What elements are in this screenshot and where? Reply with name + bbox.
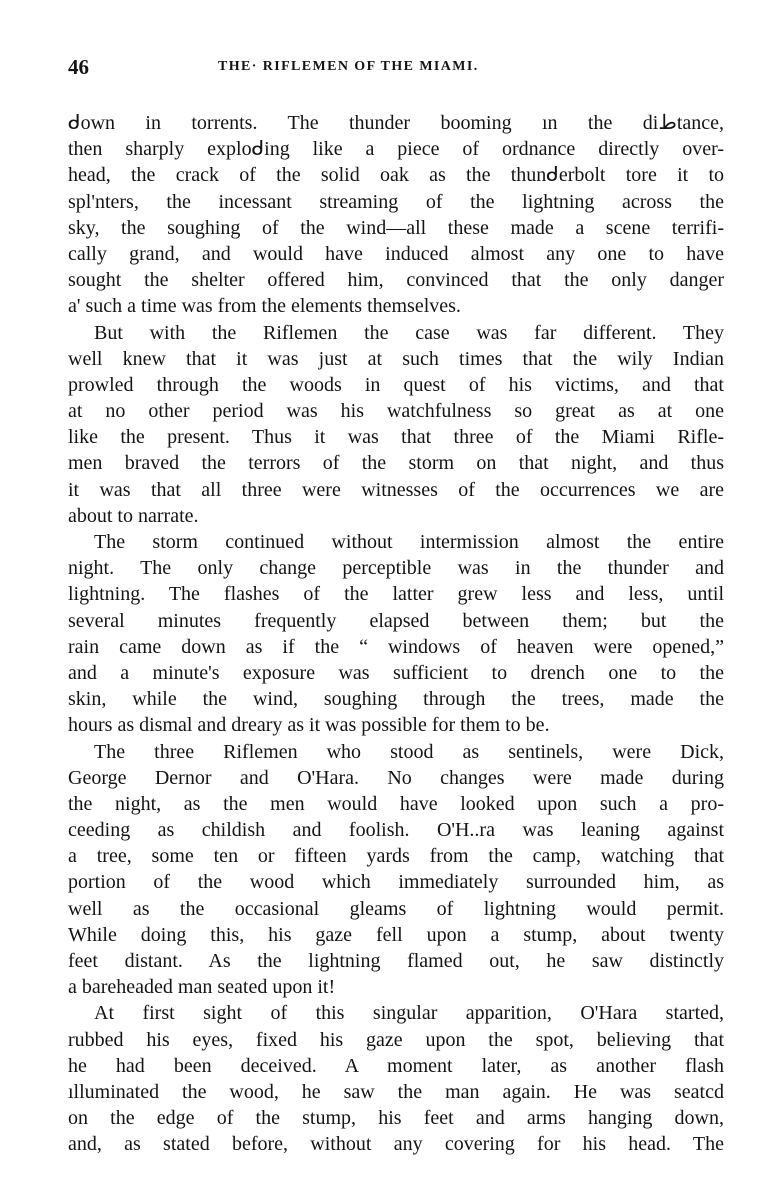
text-line: ılluminated the wood, he saw the man again. He was seatcd <box>68 1080 724 1103</box>
text-line: At first sight of this singular apparition, O'Hara started, <box>94 1002 724 1025</box>
text-line: cally grand, and would have induced almost any one to have <box>68 242 724 265</box>
text-line: and a minute's exposure was sufficient to drench one to the <box>68 661 724 684</box>
text-line: a' such a time was from the elements themselves. <box>68 295 461 318</box>
text-line: The storm continued without intermission almost the entire <box>94 531 724 553</box>
running-head: THE· RIFLEMEN OF THE MIAMI. <box>218 59 479 74</box>
text-line: it was that all three were witnesses of the occurrences we are <box>68 478 724 501</box>
text-line: then sharply exploᑯing like a piece of ordnance directly over- <box>68 138 724 161</box>
text-line: a tree, some ten or fifteen yards from the camp, watching that <box>68 845 724 868</box>
text-line: lightning. The flashes of the latter grew less and less, until <box>68 583 724 606</box>
text-line: sought the shelter offered him, convinced that the only danger <box>68 269 724 292</box>
page-number: 46 <box>68 55 89 79</box>
text-line: the night, as the men would have looked upon such a pro- <box>68 792 724 815</box>
text-line: hours as dismal and dreary as it was possible for them to be. <box>68 714 550 737</box>
text-line: head, the crack of the solid oak as the thunᑯerbolt tore it to <box>68 164 724 187</box>
page-header <box>68 52 724 82</box>
text-line: several minutes frequently elapsed between them; but the <box>68 609 724 632</box>
text-line: But with the Riflemen the case was far different. They <box>94 321 724 344</box>
text-line: on the edge of the stump, his feet and arms hanging down, <box>68 1107 724 1130</box>
text-line: he had been deceived. A moment later, as another flash <box>68 1054 724 1077</box>
text-line: well knew that it was just at such times that the wily Indian <box>68 347 724 370</box>
paragraph <box>68 110 724 320</box>
text-line: rain came down as if the “ windows of heaven were opened,” <box>68 635 724 658</box>
paragraph <box>68 529 724 739</box>
text-line: prowled through the woods in quest of his victims, and that <box>68 373 724 396</box>
text-line: George Dernor and O'Hara. No changes were made during <box>68 766 724 789</box>
paragraph <box>68 1000 724 1157</box>
text-line: men braved the terrors of the storm on that night, and thus <box>68 452 724 475</box>
text-line: sky, the soughing of the wind—all these made a scene terrifi- <box>68 216 724 239</box>
paragraph <box>68 320 724 530</box>
text-line: like the present. Thus it was that three of the Miami Rifle- <box>68 426 724 449</box>
text-line: at no other period was his watchfulness so great as at one <box>68 400 724 423</box>
text-line: about to narrate. <box>68 504 199 527</box>
text-line: skin, while the wind, soughing through the trees, made the <box>68 688 724 711</box>
text-line: night. The only change perceptible was in the thunder and <box>68 557 724 580</box>
text-line: a bareheaded man seated upon it! <box>68 976 336 999</box>
text-line: portion of the wood which immediately surrounded him, as <box>68 871 724 894</box>
text-line: and, as stated before, without any covering for his head. The <box>68 1133 724 1156</box>
body-text <box>68 110 724 1158</box>
text-line: The three Riflemen who stood as sentinels, were Dick, <box>94 740 724 763</box>
text-line: ceeding as childish and foolish. O'H..ra was leaning against <box>68 819 724 842</box>
text-line: spl'nters, the incessant streaming of the lightning across the <box>68 190 724 213</box>
text-line: rubbed his eyes, fixed his gaze upon the spot, believing that <box>68 1028 724 1051</box>
text-line: ᑯown in torrents. The thunder booming ın the diطtance, <box>68 112 724 134</box>
paragraph <box>68 739 724 1001</box>
text-line: While doing this, his gaze fell upon a stump, about twenty <box>68 923 724 946</box>
text-line: feet distant. As the lightning flamed out, he saw distinctly <box>68 950 724 972</box>
text-line: well as the occasional gleams of lightning would permit. <box>68 897 724 920</box>
